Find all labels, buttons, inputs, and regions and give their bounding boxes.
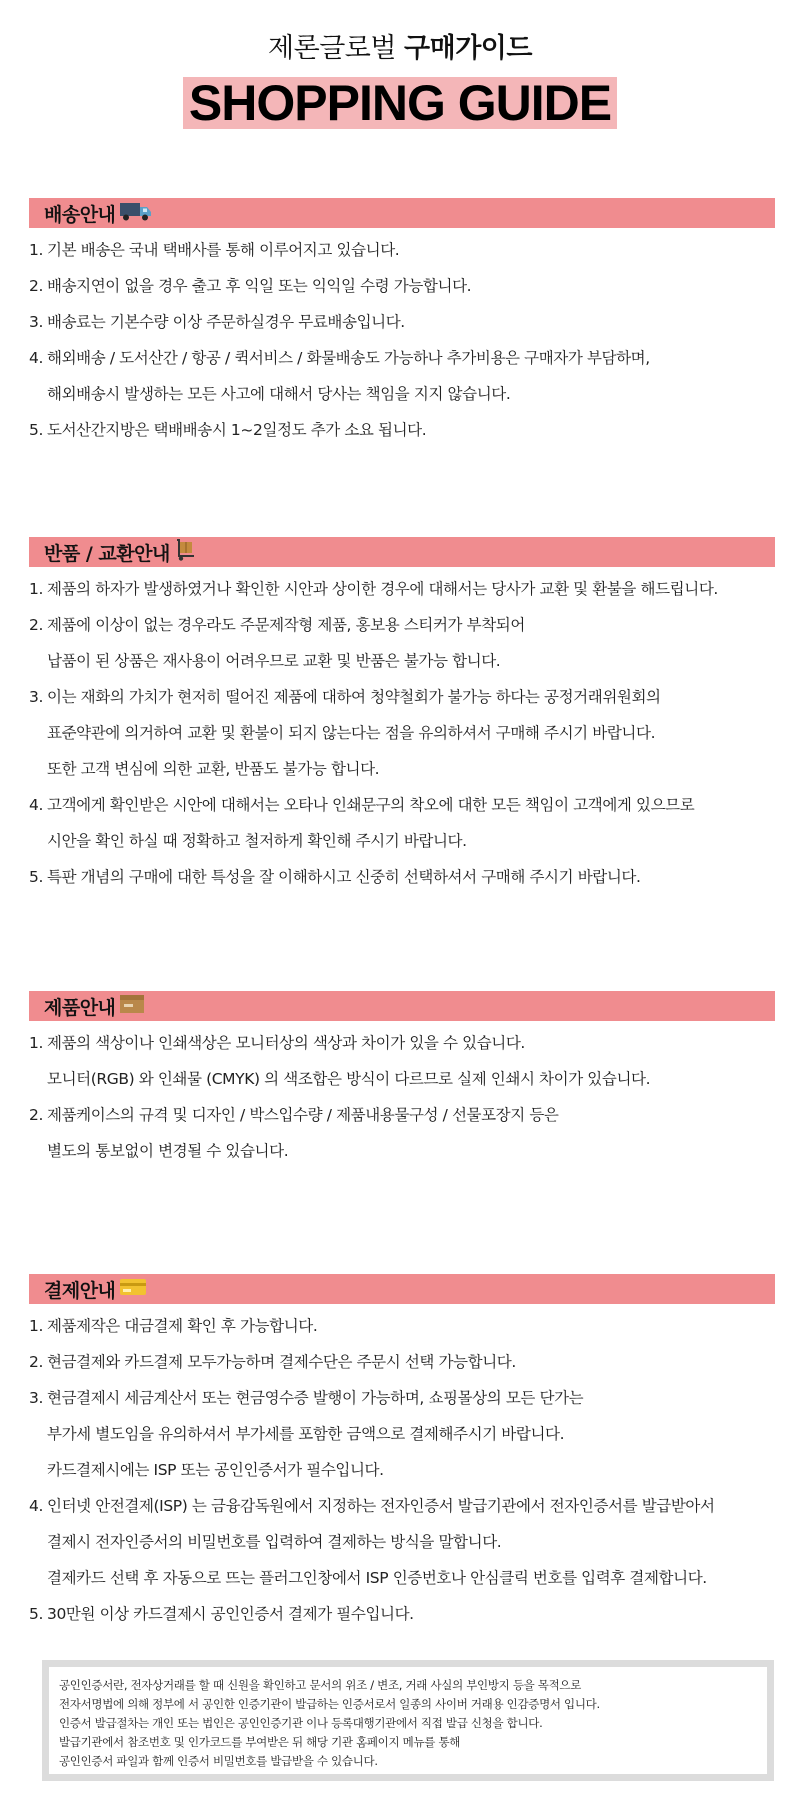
section-title: 배송안내 bbox=[44, 203, 116, 226]
section-product bbox=[29, 991, 775, 1169]
section-lines bbox=[29, 232, 775, 448]
box-icon bbox=[119, 993, 145, 1019]
note-line: 공인인증서란, 전자상거래를 할 때 신원을 확인하고 문서의 위조 / 변조, 거래 사실의 부인방지 등을 목적으로 bbox=[59, 1678, 582, 1692]
list-item-continuation: 결제시 전자인증서의 비밀번호를 입력하여 결제하는 방식을 말합니다. bbox=[47, 1533, 502, 1551]
section-header bbox=[29, 537, 775, 567]
list-item: 2. 배송지연이 없을 경우 출고 후 익일 또는 익익일 수령 가능합니다. bbox=[29, 277, 472, 295]
section-header bbox=[29, 991, 775, 1021]
list-item: 1. 기본 배송은 국내 택배사를 통해 이루어지고 있습니다. bbox=[29, 241, 400, 259]
list-item: 4. 고객에게 확인받은 시안에 대해서는 오타나 인쇄문구의 착오에 대한 모든 책임이 고객에게 있으므로 bbox=[29, 796, 695, 814]
list-item-continuation: 별도의 통보없이 변경될 수 있습니다. bbox=[47, 1142, 289, 1160]
brand-name: 제론글로벌 bbox=[268, 33, 396, 64]
list-item-continuation: 모니터(RGB) 와 인쇄물 (CMYK) 의 색조합은 방식이 다르므로 실제 인쇄시 차이가 있습니다. bbox=[47, 1070, 651, 1088]
note-line: 발급기관에서 참조번호 및 인가코드를 부여받은 뒤 해당 기관 홈페이지 메뉴를 통해 bbox=[59, 1735, 461, 1749]
brand-line bbox=[0, 26, 800, 65]
list-item: 4. 인터넷 안전결제(ISP) 는 금융감독원에서 지정하는 전자인증서 발급기관에서 전자인증서를 발급받아서 bbox=[29, 1497, 715, 1515]
list-item: 1. 제품의 하자가 발생하였거나 확인한 시안과 상이한 경우에 대해서는 당사가 교환 및 환불을 해드립니다. bbox=[29, 580, 718, 598]
section-header bbox=[29, 198, 775, 228]
list-item: 1. 제품제작은 대금결제 확인 후 가능합니다. bbox=[29, 1317, 318, 1335]
list-item: 1. 제품의 색상이나 인쇄색상은 모니터상의 색상과 차이가 있을 수 있습니다. bbox=[29, 1034, 525, 1052]
section-lines bbox=[29, 1025, 775, 1169]
page-header bbox=[0, 0, 800, 129]
section-lines bbox=[29, 571, 775, 895]
section-lines bbox=[29, 1308, 775, 1632]
list-item: 3. 배송료는 기본수량 이상 주문하실경우 무료배송입니다. bbox=[29, 313, 405, 331]
note-line: 전자서명법에 의해 정부에 서 공인한 인증기관이 발급하는 인증서로서 일종의 사이버 거래용 인감증명서 입니다. bbox=[59, 1697, 600, 1711]
list-item: 2. 제품에 이상이 없는 경우라도 주문제작형 제품, 홍보용 스티커가 부착되어 bbox=[29, 616, 525, 634]
section-title: 제품안내 bbox=[44, 996, 116, 1019]
credit-card-icon bbox=[119, 1277, 147, 1301]
list-item-continuation: 표준약관에 의거하여 교환 및 환불이 되지 않는다는 점을 유의하셔서 구매해 주시기 바랍니다. bbox=[47, 724, 656, 742]
list-item: 3. 현금결제시 세금계산서 또는 현금영수증 발행이 가능하며, 쇼핑몰상의 모든 단가는 bbox=[29, 1389, 584, 1407]
list-item: 4. 해외배송 / 도서산간 / 항공 / 퀵서비스 / 화물배송도 가능하나 추가비용은 구매자가 부담하며, bbox=[29, 349, 650, 367]
list-item-continuation: 부가세 별도임을 유의하셔서 부가세를 포함한 금액으로 결제해주시기 바랍니다. bbox=[47, 1425, 565, 1443]
list-item: 5. 특판 개념의 구매에 대한 특성을 잘 이해하시고 신중히 선택하셔서 구매해 주시기 바랍니다. bbox=[29, 868, 641, 886]
list-item: 2. 현금결제와 카드결제 모두가능하며 결제수단은 주문시 선택 가능합니다. bbox=[29, 1353, 516, 1371]
list-item-continuation: 결제카드 선택 후 자동으로 뜨는 플러그인창에서 ISP 인증번호나 안심클릭 번호를 입력후 결제합니다. bbox=[47, 1569, 707, 1587]
section-payment bbox=[29, 1274, 775, 1632]
note-line: 인증서 발급절차는 개인 또는 법인은 공인인증기관 이나 등록대행기관에서 직접 발급 신청을 합니다. bbox=[59, 1716, 543, 1730]
section-header bbox=[29, 1274, 775, 1304]
hand-truck-icon bbox=[174, 538, 198, 566]
brand-suffix: 구매가이드 bbox=[404, 33, 532, 64]
list-item-continuation: 또한 고객 변심에 의한 교환, 반품도 불가능 합니다. bbox=[47, 760, 380, 778]
list-item-continuation: 납품이 된 상품은 재사용이 어려우므로 교환 및 반품은 불가능 합니다. bbox=[47, 652, 501, 670]
truck-icon bbox=[119, 200, 153, 226]
list-item: 3. 이는 재화의 가치가 현저히 떨어진 제품에 대하여 청약철회가 불가능 하다는 공정거래위원회의 bbox=[29, 688, 661, 706]
list-item-continuation: 해외배송시 발생하는 모든 사고에 대해서 당사는 책임을 지지 않습니다. bbox=[47, 385, 511, 403]
section-returns bbox=[29, 537, 775, 895]
section-title: 반품 / 교환안내 bbox=[44, 542, 170, 565]
list-item-continuation: 카드결제시에는 ISP 또는 공인인증서가 필수입니다. bbox=[47, 1461, 384, 1479]
page-title: SHOPPING GUIDE bbox=[183, 77, 617, 129]
section-shipping bbox=[29, 198, 775, 448]
section-title: 결제안내 bbox=[44, 1279, 116, 1302]
list-item: 5. 30만원 이상 카드결제시 공인인증서 결제가 필수입니다. bbox=[29, 1605, 414, 1623]
certificate-note-box bbox=[42, 1660, 774, 1781]
list-item-continuation: 시안을 확인 하실 때 정확하고 철저하게 확인해 주시기 바랍니다. bbox=[47, 832, 467, 850]
list-item: 2. 제품케이스의 규격 및 디자인 / 박스입수량 / 제품내용물구성 / 선물포장지 등은 bbox=[29, 1106, 559, 1124]
list-item: 5. 도서산간지방은 택배배송시 1~2일정도 추가 소요 됩니다. bbox=[29, 421, 427, 439]
note-line: 공인인증서 파일과 함께 인증서 비밀번호를 발급받을 수 있습니다. bbox=[59, 1754, 378, 1768]
